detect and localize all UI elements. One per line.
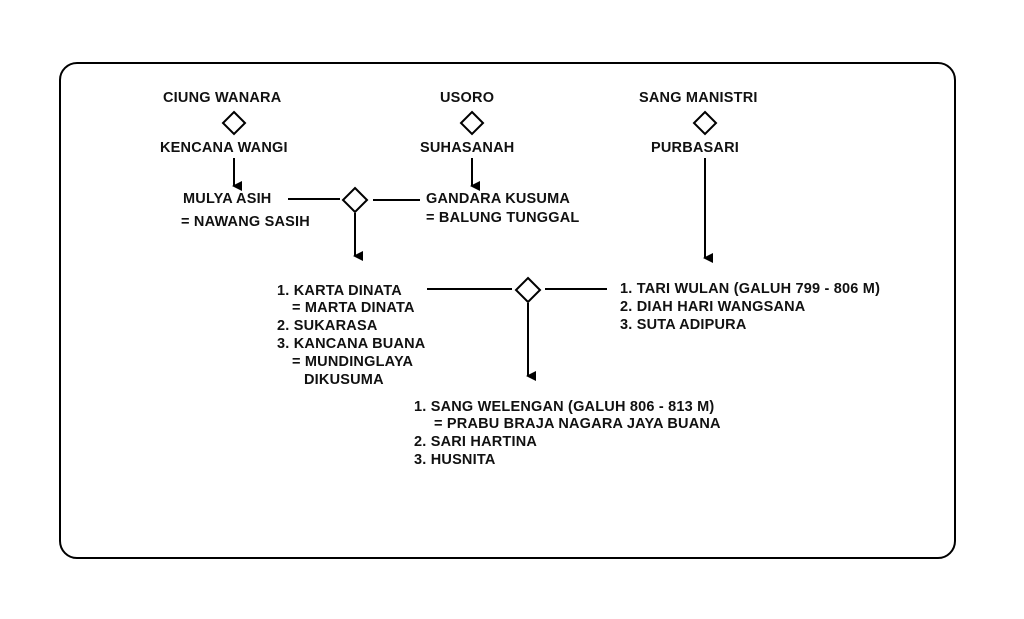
child-right-3: 3. SUTA ADIPURA (620, 317, 747, 333)
label-ciung-wanara: CIUNG WANARA (163, 90, 282, 106)
label-mulya-asih: MULYA ASIH (183, 191, 272, 207)
child-right-1: 1. TARI WULAN (GALUH 799 - 806 M) (620, 281, 881, 297)
marriage-diamond-second (343, 188, 367, 212)
child-left-3-alias-cont: DIKUSUMA (304, 372, 384, 388)
child-left-3-alias: = MUNDINGLAYA (292, 354, 414, 370)
label-sang-manistri: SANG MANISTRI (639, 90, 758, 106)
grandchild-1: 1. SANG WELENGAN (GALUH 806 - 813 M) (414, 399, 715, 415)
marriage-diamond-left (223, 112, 245, 134)
label-suhasanah: SUHASANAH (420, 140, 515, 156)
child-left-3: 3. KANCANA BUANA (277, 336, 426, 352)
child-right-2: 2. DIAH HARI WANGSANA (620, 299, 806, 315)
child-left-1: 1. KARTA DINATA (277, 283, 402, 299)
marriage-diamond-mid (461, 112, 483, 134)
grandchild-3: 3. HUSNITA (414, 452, 496, 468)
marriage-diamond-right (694, 112, 716, 134)
label-balung-tunggal: = BALUNG TUNGGAL (426, 210, 580, 226)
label-nawang-sasih: = NAWANG SASIH (181, 214, 310, 230)
child-left-1-alias: = MARTA DINATA (292, 300, 415, 316)
label-gandara-kusuma: GANDARA KUSUMA (426, 191, 571, 207)
label-kencana-wangi: KENCANA WANGI (160, 140, 288, 156)
marriage-diamond-third (516, 278, 540, 302)
child-left-2: 2. SUKARASA (277, 318, 378, 334)
grandchild-1-alias: = PRABU BRAJA NAGARA JAYA BUANA (434, 416, 721, 432)
label-purbasari: PURBASARI (651, 140, 739, 156)
grandchild-2: 2. SARI HARTINA (414, 434, 538, 450)
label-usoro: USORO (440, 90, 495, 106)
